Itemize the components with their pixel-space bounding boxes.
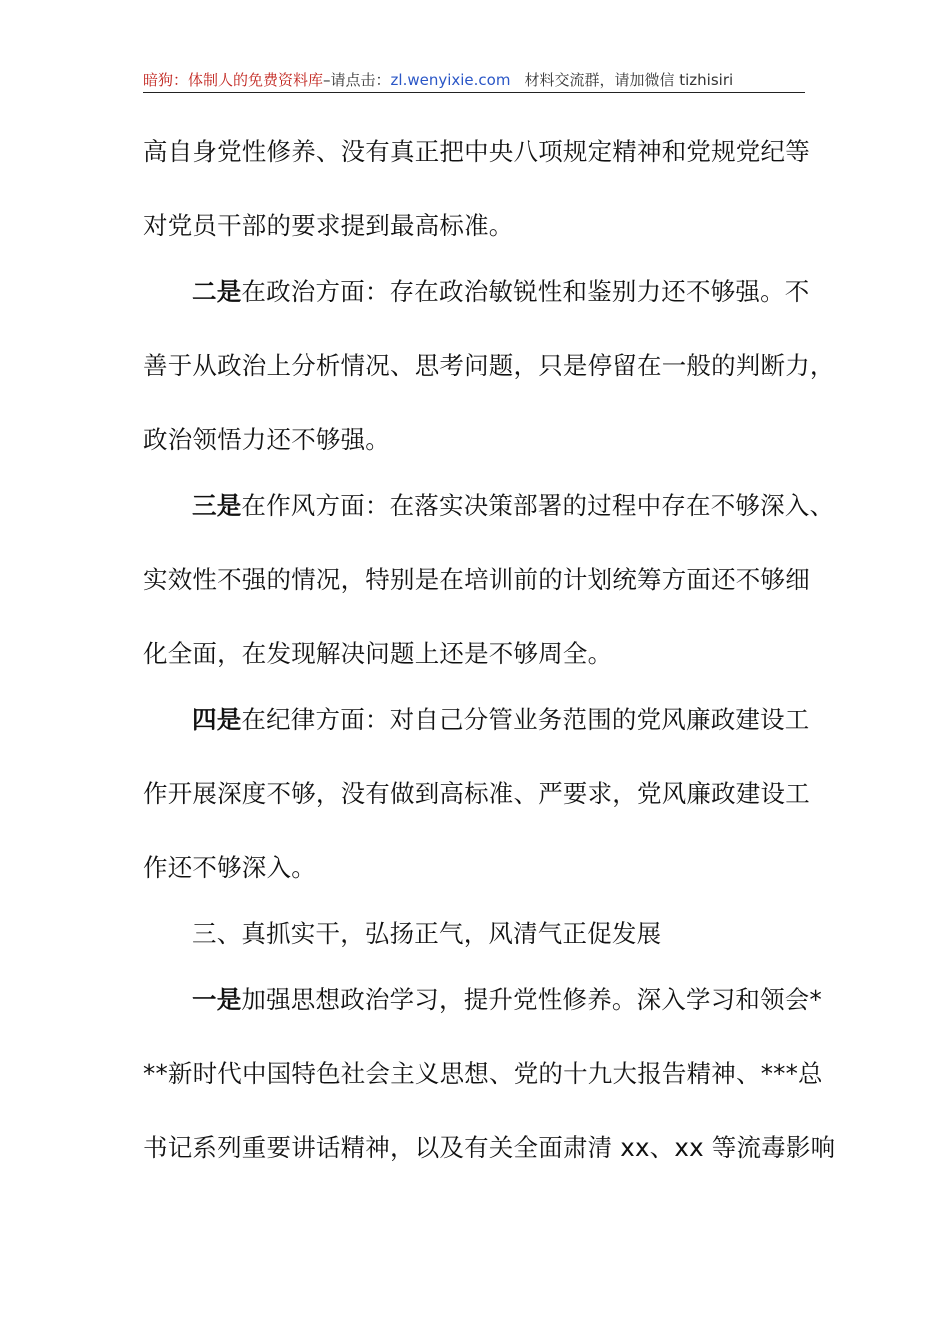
header-link[interactable]: zl.wenyixie.com [390, 71, 511, 89]
paragraph-line-11: 作还不够深入。 [143, 853, 316, 882]
header-prompt: –请点击： [323, 71, 391, 89]
paragraph-line-10: 作开展深度不够，没有做到高标准、严要求，党风廉政建设工 [143, 779, 810, 808]
paragraph-line-7: 实效性不强的情况，特别是在培训前的计划统筹方面还不够细 [143, 565, 810, 594]
lead-label: 四是 [192, 705, 242, 734]
paragraph-line-2: 对党员干部的要求提到最高标准。 [143, 211, 514, 240]
paragraph-line-15: 书记系列重要讲话精神，以及有关全面肃清 xx、xx 等流毒影响 [143, 1133, 836, 1162]
paragraph-line-9: 四是在纪律方面：对自己分管业务范围的党风廉政建设工 [192, 705, 810, 734]
header-brand: 暗狗：体制人的免费资料库 [143, 71, 324, 89]
paragraph-line-4: 善于从政治上分析情况、思考问题，只是停留在一般的判断力， [143, 351, 835, 380]
paragraph-line-5: 政治领悟力还不够强。 [143, 425, 390, 454]
paragraph-line-3: 二是在政治方面：存在政治敏锐性和鉴别力还不够强。不 [192, 277, 810, 306]
header-group-info: 材料交流群，请加微信 tizhisiri [524, 71, 734, 89]
lead-label: 三是 [192, 491, 242, 520]
paragraph-line-8: 化全面，在发现解决问题上还是不够周全。 [143, 639, 613, 668]
paragraph-line-14: **新时代中国特色社会主义思想、党的十九大报告精神、***总 [143, 1059, 823, 1088]
lead-label: 一是 [192, 985, 242, 1014]
paragraph-line-6: 三是在作风方面：在落实决策部署的过程中存在不够深入、 [192, 491, 835, 520]
paragraph-line-13: 一是加强思想政治学习，提升党性修养。深入学习和领会* [192, 985, 822, 1014]
paragraph-line-1: 高自身党性修养、没有真正把中央八项规定精神和党规党纪等 [143, 137, 810, 166]
lead-label: 二是 [192, 277, 242, 306]
section-heading: 三、真抓实干，弘扬正气，风清气正促发展 [192, 919, 662, 948]
page-header [143, 70, 805, 93]
